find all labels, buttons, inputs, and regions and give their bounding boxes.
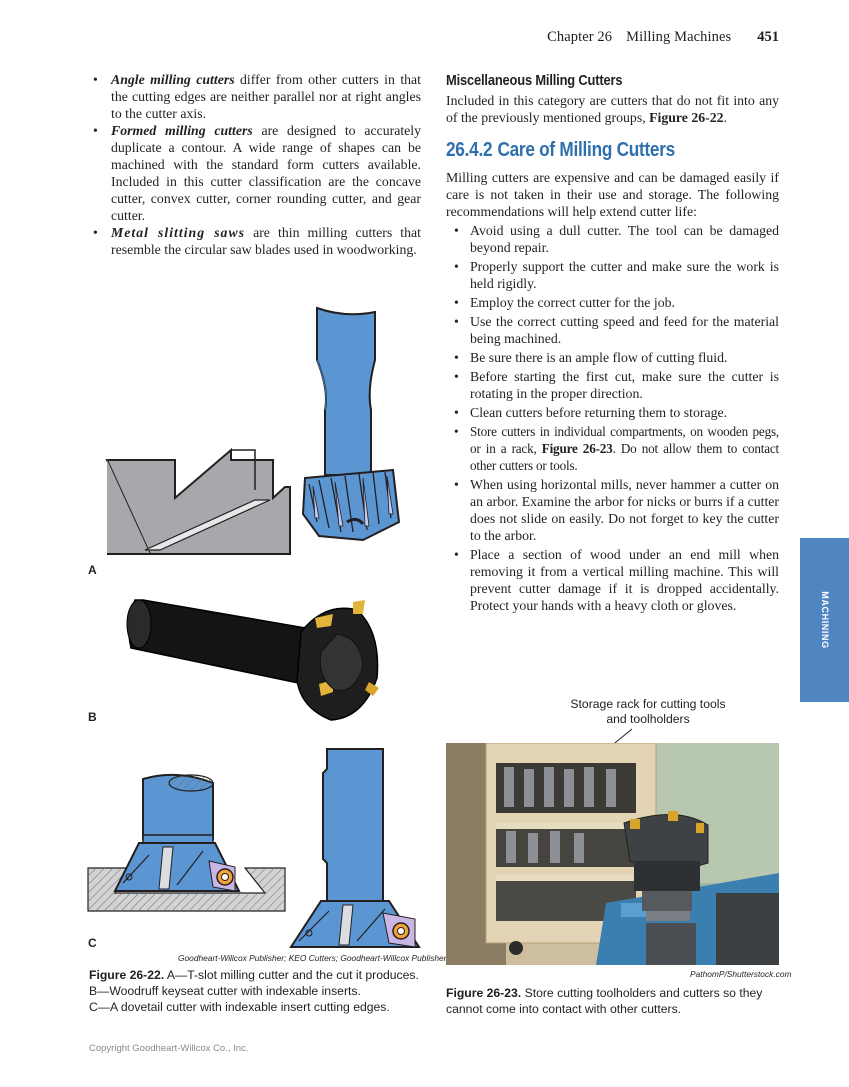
figure-credit: Goodheart-Willcox Publisher; KEO Cutters; Goodheart-Willcox Publisher [178, 953, 447, 963]
chapter-number: Chapter 26 [547, 29, 613, 45]
photo-credit: PathomP/Shutterstock.com [690, 969, 792, 979]
list-item: • Metal slitting saws are thin milling cutters that resemble the circular saw blades used in woodworking. [93, 225, 421, 257]
caption-label: Figure 26-22. [89, 968, 165, 982]
list-item: • Properly support the cutter and make sure the work is held rigidly. [454, 259, 779, 291]
list-item: • Angle milling cutters differ from other cutters in that the cutting edges are neither parallel nor at right angles to the cutter axis. [93, 72, 422, 121]
list-item: • Formed milling cutters are designed to accurately duplicate a contour. A wide range of shapes can be machined with the standard form cutters available. Included in this cutter classification are the concave cutter, convex cutter, corner rounding cutter, and gear cutter. [93, 123, 422, 223]
panel-label-a: A [88, 563, 97, 577]
list-item: • Store cutters in individual compartments, on wooden pegs, or in a rack, Figure 26-23. Do not allow them to contact other cutters or tools. [454, 424, 779, 473]
cutter-shank [323, 749, 383, 901]
list-item: • Avoid using a dull cutter. The tool can be damaged beyond repair. [454, 223, 779, 255]
figure-reference[interactable]: Figure 26-23 [541, 441, 613, 456]
panel-label-c: C [88, 936, 97, 950]
section-number: 26.4.2 [446, 139, 493, 161]
care-list [446, 222, 779, 614]
list-item: • Use the correct cutting speed and feed for the material being machined. [454, 314, 779, 346]
section-heading [446, 139, 732, 161]
page-number: 451 [757, 29, 779, 45]
list-item: • Place a section of wood under an end mill when removing it from a vertical milling machine. This will prevent cutter damage if it is dropped accidentally. Protect your hands with a heavy cloth or gloves. [454, 547, 779, 613]
figure-reference[interactable]: Figure 26-22 [649, 110, 724, 125]
dovetail-cutter-illustration [85, 743, 425, 951]
running-header [547, 29, 779, 46]
misc-heading: Miscellaneous Milling Cutters [446, 72, 623, 89]
copyright-footer: Copyright Goodheart-Willcox Co., Inc. [89, 1043, 249, 1054]
panel-label-b: B [88, 710, 97, 724]
cutter-head [303, 470, 399, 540]
section-side-tab[interactable] [800, 538, 849, 702]
photo-callout: Storage rack for cutting tools and toolholders [570, 697, 726, 726]
side-tab-label: MACHINING [819, 591, 830, 649]
cutter-shank [129, 600, 317, 684]
storage-rack-photo [446, 743, 779, 965]
woodruff-cutter-illustration [125, 592, 385, 722]
left-column [91, 71, 421, 258]
list-item: • Clean cutters before returning them to storage. [454, 405, 728, 420]
figure-22-caption: Figure 26-22. A—T-slot milling cutter and the cut it produces. B—Woodruff keyseat cutter with indexable inserts. C—A dovetail cutter with indexable insert cutting edges. [89, 968, 419, 1014]
care-intro: Milling cutters are expensive and can be damaged easily if care is not taken in their use and storage. The following recommendations will help extend cutter life: [446, 170, 779, 219]
right-column [446, 72, 779, 616]
chapter-title: Milling Machines [626, 29, 732, 45]
t-slot-cutter-illustration [105, 300, 405, 565]
misc-paragraph: Included in this category are cutters that do not fit into any of the previously mentioned groups, Figure 26-22. [446, 93, 779, 125]
cutter-type-list [91, 71, 421, 258]
list-item: • When using horizontal mills, never hammer a cutter on an arbor. Examine the arbor for nicks or burrs if a cutter does not slide on easily. Do not forget to key the cutter to the arbor. [454, 477, 779, 543]
caption-label: Figure 26-23. [446, 986, 522, 1000]
list-item: • Be sure there is an ample flow of cutting fluid. [454, 350, 728, 365]
list-item: • Employ the correct cutter for the job. [454, 295, 675, 310]
figure-23-caption: Figure 26-23. Store cutting toolholders and cutters so they cannot come into contact with other cutters. [446, 986, 763, 1016]
list-item: • Before starting the first cut, make sure the cutter is rotating in the proper direction. [454, 369, 779, 401]
section-title: Care of Milling Cutters [497, 139, 675, 161]
